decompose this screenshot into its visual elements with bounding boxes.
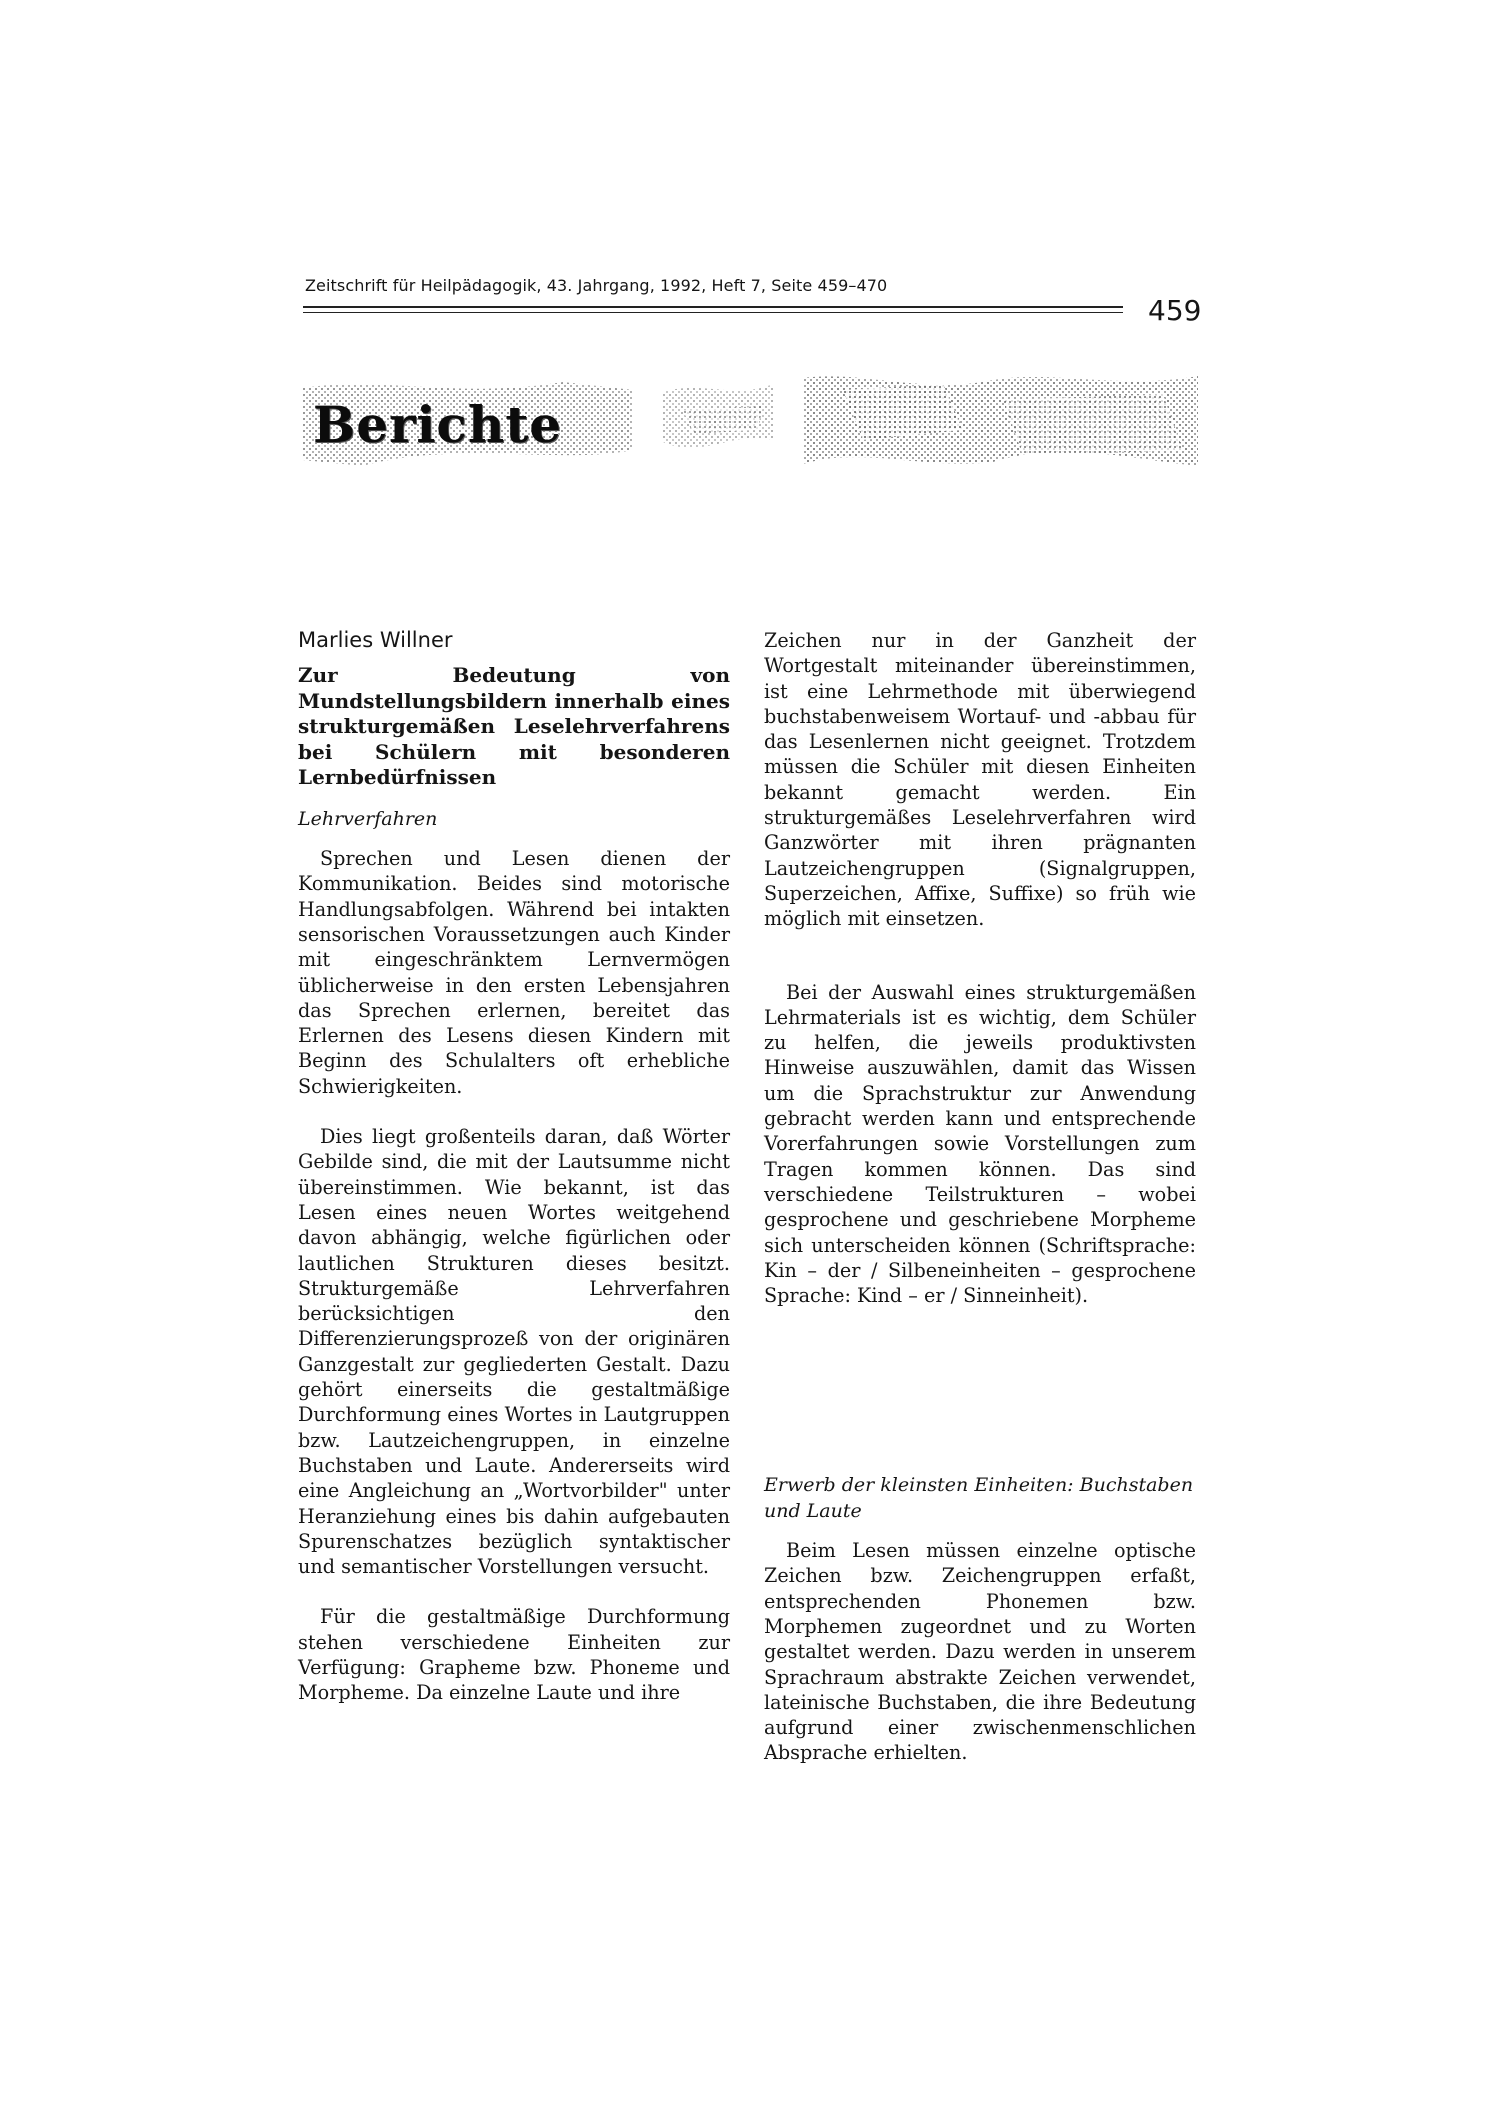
header-rule-top	[303, 306, 1123, 308]
section-heading-erwerb: Erwerb der kleinsten Einheiten: Buchstaben und Laute	[764, 1474, 1194, 1522]
body-paragraph: Für die gestaltmäßige Durchformung stehen verschiedene Einheiten zur Verfügung: Grapheme bzw. Phoneme und Morpheme. Da einzelne Laute und ihre	[298, 1605, 730, 1705]
running-head: Zeitschrift für Heilpädagogik, 43. Jahrgang, 1992, Heft 7, Seite 459–470	[305, 276, 888, 295]
body-paragraph: Beim Lesen müssen einzelne optische Zeichen bzw. Zeichengruppen erfaßt, entsprechenden Phonemen bzw. Morphemen zugeordnet und zu Worten gestaltet werden. Dazu werden in unserem Sprachraum abstrakte Zeichen verwendet, lateinische Buchstaben, die ihre Bedeutung aufgrund einer zwischenmenschlichen Absprache erhielten.	[764, 1539, 1196, 1765]
body-paragraph: Zeichen nur in der Ganzheit der Wortgestalt miteinander übereinstimmen, ist eine Lehrmethode mit überwiegend buchstabenweisem Wortauf- und -abbau für das Lesenlernen nicht geeignet. Trotzdem müssen die Schüler mit diesen Einheiten bekannt gemacht werden. Ein strukturgemäßes Leselehrverfahren wird Ganzwörter mit ihren prägnanten Lautzeichengruppen (Signalgruppen, Superzeichen, Affixe, Suffixe) so früh wie möglich mit einsetzen.	[764, 629, 1196, 931]
column-right	[764, 628, 1196, 1766]
author-name: Marlies Willner	[298, 628, 453, 652]
section-label: Berichte	[313, 395, 563, 454]
article-title: Zur Bedeutung von Mundstellungsbildern innerhalb eines strukturgemäßen Leselehrverfahrens bei Schülern mit besonderen Lernbedürfnissen	[298, 663, 730, 790]
body-paragraph: Dies liegt großenteils daran, daß Wörter Gebilde sind, die mit der Lautsumme nicht übereinstimmen. Wie bekannt, ist das Lesen eines neuen Wortes weitgehend davon abhängig, welche figürlichen oder lautlichen Strukturen dieses besitzt. Strukturgemäße Lehrverfahren berücksichtigen den Differenzierungsprozeß von der originären Ganzgestalt zur gegliederten Gestalt. Dazu gehört einerseits die gestaltmäßige Durchformung eines Wortes in Lautgruppen bzw. Lautzeichengruppen, in einzelne Buchstaben und Laute. Andererseits wird eine Angleichung an „Wortvorbilder" unter Heranziehung eines bis dahin aufgebauten Spurenschatzes bezüglich syntaktischer und semantischer Vorstellungen versucht.	[298, 1125, 730, 1579]
body-paragraph: Sprechen und Lesen dienen der Kommunikation. Beides sind motorische Handlungsabfolgen. Während bei intakten sensorischen Voraussetzungen auch Kinder mit eingeschränktem Lernvermögen üblicherweise in den ersten Lebensjahren das Sprechen erlernen, bereitet das Erlernen des Lesens diesen Kindern mit Beginn des Schulalters oft erhebliche Schwierigkeiten.	[298, 847, 730, 1098]
page-number: 459	[1148, 294, 1202, 327]
section-heading-lehrverfahren: Lehrverfahren	[298, 807, 438, 830]
header-rule-bottom	[303, 312, 1123, 313]
column-left	[298, 628, 730, 1706]
body-paragraph: Bei der Auswahl eines strukturgemäßen Lehrmaterials ist es wichtig, dem Schüler zu helfen, die jeweils produktivsten Hinweise auszuwählen, damit das Wissen um die Sprachstruktur zur Anwendung gebracht werden kann und entsprechende Vorerfahrungen sowie Vorstellungen zum Tragen kommen können. Das sind verschiedene Teilstrukturen – wobei gesprochene und geschriebene Morpheme sich unterscheiden können (Schriftsprache: Kin – der / Silbeneinheiten – gesprochene Sprache: Kind – er / Sinneinheit).	[764, 980, 1196, 1308]
